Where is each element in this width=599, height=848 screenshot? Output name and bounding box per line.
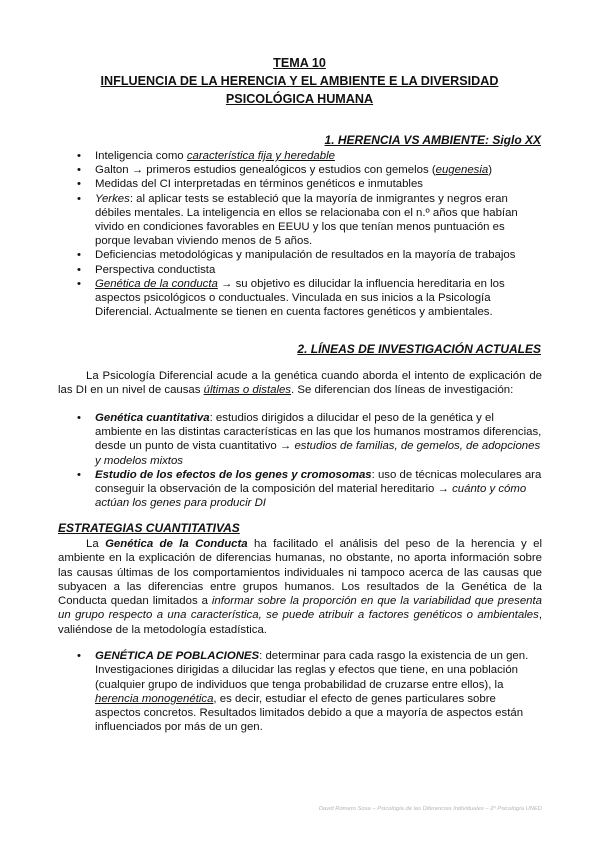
list-item: • Deficiencias metodológicas y manipulación de resultados en la mayoría de trabajos	[77, 248, 543, 262]
list-item: • Perspectiva conductista	[77, 263, 543, 277]
list-item: • Yerkes: al aplicar tests se estableció que la mayoría de inmigrantes y negros eran débiles mentales. La inteligencia en ellos se relacionaba con el n.º años que habían vivido en condiciones favorables en EEUU y los que tenían menos puntuación es porque levaban viviendo menos de 5 años.	[77, 192, 543, 249]
section3-paragraph: La Genética de la Conducta ha facilitado el análisis del peso de la herencia y el ambiente en la explicación de diferencias humanas, no obstante, no aporta información sobre las causas últimas de los comportamientos individuales ni tampoco acerca de las causas que subyacen a las diferencias entre grupos humanos. Los resultados de la Genética de la Conducta quedan limitados a informar sobre la proporción en que la variabilidad que presenta un grupo respecto a una característica, se puede atribuir a factores genéticos o ambientales, valiéndose de la metodología estadística.	[58, 538, 542, 636]
section1-bullet-list	[77, 149, 543, 319]
topic-number: TEMA 10	[273, 56, 326, 70]
section3-heading: ESTRATEGIAS CUANTITATIVAS	[58, 521, 240, 535]
list-item: • Genética de la conducta → su objetivo es dilucidar la influencia hereditaria en los aspectos psicológicos o conductuales. Vinculada en sus inicios a la Psicología Diferencial. Actualmente se tienen en cuenta factores genéticos y ambientales.	[77, 277, 543, 320]
section2-intro: La Psicología Diferencial acude a la genética cuando aborda el intento de explicación de las DI en un nivel de causas últimas o distales. Se diferencian dos líneas de investigación:	[58, 370, 542, 397]
list-item: • Medidas del CI interpretadas en términos genéticos e inmutables	[77, 177, 543, 191]
section1-heading: 1. HERENCIA VS AMBIENTE: Siglo XX	[324, 133, 541, 147]
section2-bullet-list	[77, 411, 543, 510]
list-item: • Inteligencia como característica fija y heredable	[77, 149, 543, 163]
section3-bullet-list	[77, 649, 543, 735]
page-footer: David Romero Sosa – Psicología de las Diferencias Individuales – 2º Psicología UNED	[318, 806, 542, 812]
list-item: • Estudio de los efectos de los genes y cromosomas: uso de técnicas moleculares ara conseguir la observación de la composición del material hereditario → cuánto y cómo actúan los genes para producir DI	[77, 468, 543, 511]
document-title-line2: PSICOLÓGICA HUMANA	[225, 92, 374, 106]
list-item: • GENÉTICA DE POBLACIONES: determinar para cada rasgo la existencia de un gen. Investigaciones dirigidas a dilucidar las reglas y efectos que tiene, en una población (cualquier grupo de individuos que tenga probabilidad de cruzarse entre ellos), la herencia monogenética, es decir, estudiar el efecto de genes particulares sobre aspectos concretos. Resultados limitados debido a que a mayoría de aspectos están influenciados por más de un gen.	[77, 649, 543, 735]
list-item: • Genética cuantitativa: estudios dirigidos a dilucidar el peso de la genética y el ambiente en las distintas características en las que los humanos mostramos diferencias, desde un punto de vista cuantitativo → estudios de familias, de gemelos, de adopciones y modelos mixtos	[77, 411, 543, 468]
document-title-line1: INFLUENCIA DE LA HERENCIA Y EL AMBIENTE E LA DIVERSIDAD	[100, 74, 499, 88]
section2-heading: 2. LÍNEAS DE INVESTIGACIÓN ACTUALES	[297, 342, 541, 356]
list-item: • Galton → primeros estudios genealógicos y estudios con gemelos (eugenesia)	[77, 163, 543, 177]
